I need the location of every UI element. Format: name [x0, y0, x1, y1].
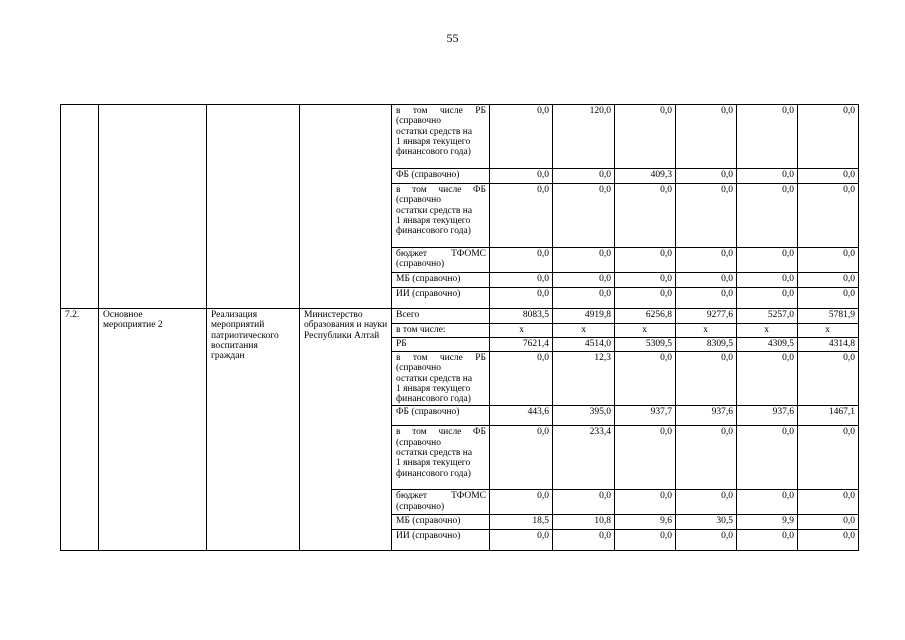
- value-cell: х: [553, 324, 615, 338]
- value-cell: 0,0: [798, 515, 859, 530]
- cell-line: в том числе РБ: [396, 106, 486, 116]
- value-cell: 937,6: [676, 406, 737, 426]
- value-cell: 0,0: [737, 288, 798, 309]
- cell-line: патриотического: [211, 330, 279, 341]
- value-cell: 0,0: [676, 530, 737, 551]
- value-cell: 0,0: [737, 105, 798, 169]
- value-cell: 0,0: [737, 426, 798, 490]
- value-cell: 0,0: [737, 352, 798, 406]
- cell-line: образования и науки: [304, 320, 388, 331]
- cell-line: мероприятие 2: [103, 320, 163, 331]
- value-cell: 0,0: [615, 273, 676, 288]
- cell-line: (справочно: [396, 363, 441, 374]
- value-cell: 0,0: [676, 352, 737, 406]
- budget-table: [60, 104, 859, 551]
- value-cell: 18,5: [490, 515, 553, 530]
- cell-line: РБ: [396, 339, 407, 349]
- measure-name: [99, 309, 207, 551]
- cell-line: ФБ (справочно): [396, 170, 460, 180]
- funding-source-cell: [392, 490, 490, 515]
- cell-line: финансового года): [396, 147, 471, 158]
- value-cell: х: [676, 324, 737, 338]
- value-cell: 0,0: [798, 490, 859, 515]
- item-number: 7.2.: [61, 309, 99, 551]
- value-cell: 233,4: [553, 426, 615, 490]
- value-cell: 0,0: [553, 169, 615, 184]
- funding-source-cell: [392, 426, 490, 490]
- cell-line: 1 января текущего: [396, 383, 471, 394]
- measure-executor: [300, 309, 392, 551]
- funding-source-cell: [392, 273, 490, 288]
- cell-line: финансового года): [396, 394, 471, 405]
- cell-line: финансового года): [396, 468, 471, 479]
- cell-line: МБ (справочно): [396, 274, 461, 284]
- funding-source-cell: [392, 352, 490, 406]
- value-cell: 0,0: [676, 248, 737, 273]
- cell-line: МБ (справочно): [396, 516, 461, 527]
- value-cell: 395,0: [553, 406, 615, 426]
- cell-line: остатки средств на: [396, 126, 473, 137]
- value-cell: 0,0: [737, 248, 798, 273]
- value-cell: 0,0: [615, 530, 676, 551]
- value-cell: 0,0: [798, 273, 859, 288]
- value-cell: 0,0: [798, 105, 859, 169]
- value-cell: 0,0: [676, 273, 737, 288]
- cell-line: ИИ (справочно): [396, 531, 461, 542]
- cell-line: воспитания: [211, 340, 258, 351]
- cell-line: Всего: [396, 310, 420, 320]
- empty-cell: [61, 105, 99, 309]
- value-cell: 0,0: [676, 184, 737, 248]
- value-cell: 0,0: [553, 490, 615, 515]
- funding-source-cell: [392, 309, 490, 324]
- value-cell: 0,0: [676, 169, 737, 184]
- value-cell: х: [798, 324, 859, 338]
- value-cell: 0,0: [615, 288, 676, 309]
- value-cell: 4514,0: [553, 338, 615, 352]
- value-cell: 0,0: [798, 288, 859, 309]
- value-cell: 0,0: [490, 530, 553, 551]
- cell-line: в том числе ФБ: [396, 427, 486, 438]
- cell-line: 1 января текущего: [396, 136, 471, 147]
- value-cell: 4919,8: [553, 309, 615, 324]
- cell-line: остатки средств на: [396, 205, 473, 216]
- value-cell: 120,0: [553, 105, 615, 169]
- value-cell: 9,9: [737, 515, 798, 530]
- cell-line: бюджет ТФОМС: [396, 491, 486, 502]
- cell-line: Министерство: [304, 310, 363, 320]
- value-cell: 0,0: [490, 248, 553, 273]
- table-body: [61, 105, 859, 551]
- cell-line: в том числе ФБ: [396, 185, 486, 195]
- value-cell: 7621,4: [490, 338, 553, 352]
- value-cell: 0,0: [615, 105, 676, 169]
- cell-line: остатки средств на: [396, 373, 473, 384]
- cell-line: Реализация: [211, 310, 258, 320]
- value-cell: 0,0: [676, 490, 737, 515]
- cell-line: Республики Алтай: [304, 330, 380, 341]
- value-cell: 0,0: [490, 352, 553, 406]
- value-cell: 409,3: [615, 169, 676, 184]
- value-cell: 0,0: [553, 288, 615, 309]
- value-cell: 443,6: [490, 406, 553, 426]
- value-cell: 0,0: [615, 426, 676, 490]
- value-cell: 0,0: [798, 530, 859, 551]
- cell-line: (справочно): [396, 259, 445, 270]
- value-cell: 12,3: [553, 352, 615, 406]
- value-cell: 4314,8: [798, 338, 859, 352]
- funding-source-cell: [392, 515, 490, 530]
- value-cell: 0,0: [615, 490, 676, 515]
- value-cell: 937,6: [737, 406, 798, 426]
- table-row: [61, 105, 859, 169]
- value-cell: х: [490, 324, 553, 338]
- value-cell: 937,7: [615, 406, 676, 426]
- funding-source-cell: [392, 324, 490, 338]
- table-row: [61, 309, 859, 324]
- funding-source-cell: [392, 248, 490, 273]
- value-cell: 0,0: [490, 490, 553, 515]
- value-cell: 0,0: [490, 426, 553, 490]
- empty-cell: [99, 105, 207, 309]
- value-cell: 0,0: [798, 184, 859, 248]
- value-cell: 4309,5: [737, 338, 798, 352]
- funding-source-cell: [392, 530, 490, 551]
- value-cell: 0,0: [553, 248, 615, 273]
- value-cell: 0,0: [553, 184, 615, 248]
- value-cell: 0,0: [490, 105, 553, 169]
- funding-source-cell: [392, 169, 490, 184]
- value-cell: 0,0: [737, 490, 798, 515]
- value-cell: 0,0: [490, 169, 553, 184]
- cell-line: финансового года): [396, 226, 471, 237]
- value-cell: 0,0: [737, 184, 798, 248]
- cell-line: Основное: [103, 310, 143, 320]
- value-cell: 30,5: [676, 515, 737, 530]
- cell-line: 1 января текущего: [396, 215, 471, 226]
- funding-source-cell: [392, 406, 490, 426]
- value-cell: 9,6: [615, 515, 676, 530]
- empty-cell: [300, 105, 392, 309]
- cell-line: в том числе РБ: [396, 353, 486, 363]
- value-cell: 0,0: [798, 352, 859, 406]
- value-cell: х: [737, 324, 798, 338]
- cell-line: 1 января текущего: [396, 458, 471, 469]
- funding-source-cell: [392, 288, 490, 309]
- value-cell: 0,0: [676, 288, 737, 309]
- cell-line: граждан: [211, 351, 245, 362]
- value-cell: 10,8: [553, 515, 615, 530]
- value-cell: 9277,6: [676, 309, 737, 324]
- funding-source-cell: [392, 184, 490, 248]
- value-cell: 8309,5: [676, 338, 737, 352]
- value-cell: 0,0: [737, 273, 798, 288]
- value-cell: 0,0: [615, 184, 676, 248]
- value-cell: 5781,9: [798, 309, 859, 324]
- value-cell: 0,0: [490, 288, 553, 309]
- value-cell: 0,0: [798, 248, 859, 273]
- page-number: 55: [446, 31, 459, 45]
- cell-line: бюджет ТФОМС: [396, 249, 486, 259]
- value-cell: 5257,0: [737, 309, 798, 324]
- value-cell: 6256,8: [615, 309, 676, 324]
- empty-cell: [207, 105, 300, 309]
- cell-line: (справочно: [396, 195, 441, 206]
- value-cell: 0,0: [490, 273, 553, 288]
- value-cell: 5309,5: [615, 338, 676, 352]
- cell-line: в том числе:: [396, 325, 446, 335]
- value-cell: 8083,5: [490, 309, 553, 324]
- value-cell: 0,0: [676, 426, 737, 490]
- value-cell: 0,0: [798, 426, 859, 490]
- value-cell: 1467,1: [798, 406, 859, 426]
- value-cell: 0,0: [553, 273, 615, 288]
- value-cell: 0,0: [737, 530, 798, 551]
- value-cell: 0,0: [676, 105, 737, 169]
- value-cell: 0,0: [490, 184, 553, 248]
- cell-line: (справочно: [396, 437, 441, 448]
- value-cell: х: [615, 324, 676, 338]
- value-cell: 0,0: [615, 352, 676, 406]
- funding-source-cell: [392, 105, 490, 169]
- value-cell: 0,0: [737, 169, 798, 184]
- cell-line: (справочно): [396, 501, 445, 512]
- cell-line: остатки средств на: [396, 448, 473, 459]
- funding-source-cell: [392, 338, 490, 352]
- value-cell: 0,0: [798, 169, 859, 184]
- cell-line: мероприятий: [211, 320, 265, 331]
- cell-line: ФБ (справочно): [396, 407, 460, 418]
- value-cell: 0,0: [615, 248, 676, 273]
- cell-line: ИИ (справочно): [396, 289, 461, 299]
- measure-goal: [207, 309, 300, 551]
- value-cell: 0,0: [553, 530, 615, 551]
- cell-line: (справочно: [396, 116, 441, 127]
